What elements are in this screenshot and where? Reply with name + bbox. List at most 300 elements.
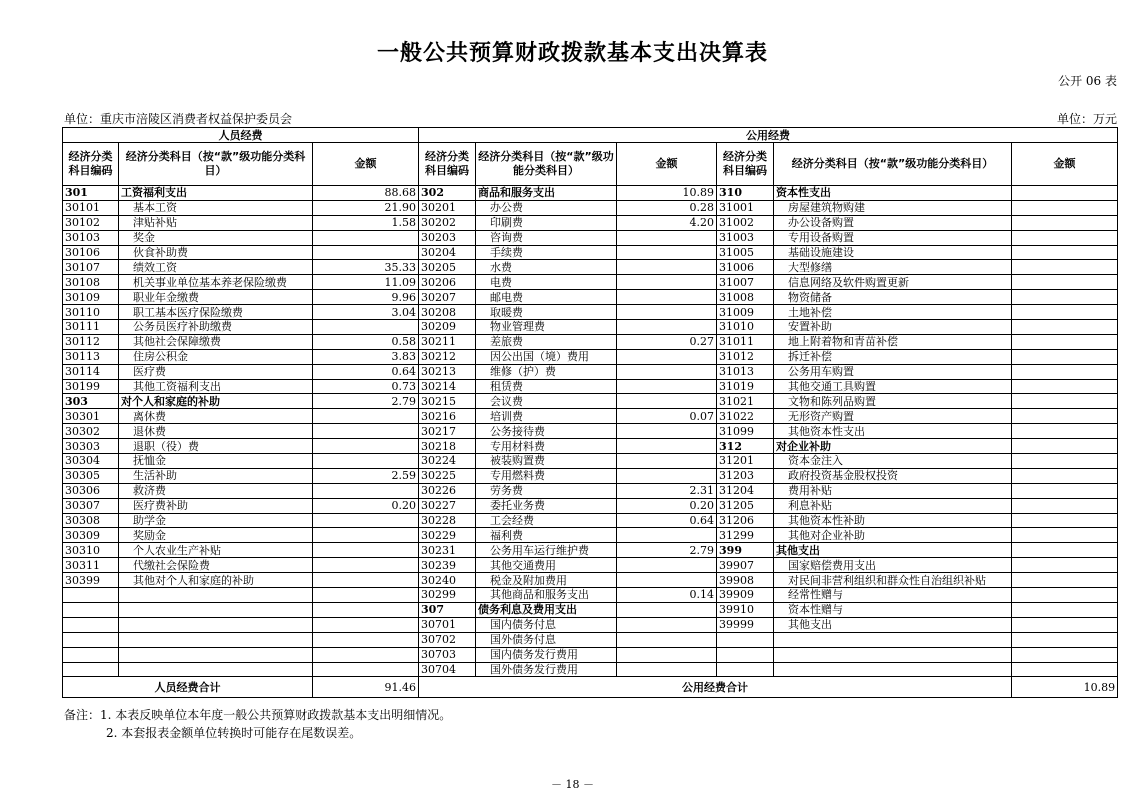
item-amount [1012,379,1118,394]
item-code: 307 [419,602,476,617]
item-code: 30107 [63,260,119,275]
item-code: 30102 [63,215,119,230]
item-code: 31206 [717,513,774,528]
item-amount: 3.83 [313,349,419,364]
item-amount [617,468,717,483]
item-amount [617,617,717,632]
item-name: 对个人和家庭的补助 [119,394,313,409]
item-name: 生活补助 [119,468,313,483]
item-name [119,617,313,632]
item-code: 30103 [63,230,119,245]
item-amount [1012,305,1118,320]
item-code: 31006 [717,260,774,275]
item-name: 国外债务付息 [476,632,617,647]
item-code: 30299 [419,588,476,603]
item-name: 奖励金 [119,528,313,543]
item-code: 30205 [419,260,476,275]
item-amount: 10.89 [617,186,717,201]
item-amount [617,260,717,275]
item-amount [617,230,717,245]
item-amount [1012,230,1118,245]
item-name: 被装购置费 [476,454,617,469]
item-code [717,647,774,662]
item-name [119,588,313,603]
item-name: 住房公积金 [119,349,313,364]
item-name: 机关事业单位基本养老保险缴费 [119,275,313,290]
table-row [63,543,1118,558]
item-code: 30399 [63,573,119,588]
item-code: 30226 [419,483,476,498]
header-name: 经济分类科目（按“款”级功能分类科目） [119,143,313,186]
item-code: 31013 [717,364,774,379]
item-name: 利息补贴 [774,498,1012,513]
item-code: 31008 [717,290,774,305]
item-amount: 1.58 [313,215,419,230]
header-name: 经济分类科目（按“款”级功能分类科目） [476,143,617,186]
item-name: 房屋建筑物购建 [774,200,1012,215]
item-code [63,602,119,617]
item-amount [617,647,717,662]
item-name: 无形资产购置 [774,409,1012,424]
item-code: 30702 [419,632,476,647]
item-name: 委托业务费 [476,498,617,513]
item-amount: 0.14 [617,588,717,603]
item-name: 职业年金缴费 [119,290,313,305]
header-code: 经济分类科目编码 [419,143,476,186]
item-code: 302 [419,186,476,201]
item-code: 31022 [717,409,774,424]
item-name: 其他交通费用 [476,558,617,573]
item-name: 基本工资 [119,200,313,215]
item-code: 30112 [63,334,119,349]
item-name: 劳务费 [476,483,617,498]
unit-measure: 单位：万元 [1056,112,1117,126]
item-name: 职工基本医疗保险缴费 [119,305,313,320]
item-name: 工资福利支出 [119,186,313,201]
item-name: 资本金注入 [774,454,1012,469]
item-name: 津贴补贴 [119,215,313,230]
item-code: 30303 [63,439,119,454]
item-code: 30703 [419,647,476,662]
table-row [63,215,1118,230]
table-row [63,513,1118,528]
item-amount [617,528,717,543]
item-code: 30231 [419,543,476,558]
item-amount: 0.20 [617,498,717,513]
item-name: 国内债务发行费用 [476,647,617,662]
header-amount: 金额 [617,143,717,186]
item-amount [1012,245,1118,260]
item-name: 安置补助 [774,320,1012,335]
item-name: 会议费 [476,394,617,409]
item-name: 其他资本性支出 [774,424,1012,439]
item-code: 39908 [717,573,774,588]
item-name: 伙食补助费 [119,245,313,260]
item-amount [1012,186,1118,201]
item-name: 印刷费 [476,215,617,230]
item-name: 物资储备 [774,290,1012,305]
item-name: 国家赔偿费用支出 [774,558,1012,573]
item-code: 30704 [419,662,476,677]
item-name: 其他工资福利支出 [119,379,313,394]
item-name: 其他交通工具购置 [774,379,1012,394]
item-amount [617,394,717,409]
public-total-value: 10.89 [1012,677,1118,698]
item-code [63,588,119,603]
item-code: 31012 [717,349,774,364]
item-name: 办公费 [476,200,617,215]
item-amount [1012,528,1118,543]
item-amount [313,647,419,662]
item-amount [1012,394,1118,409]
item-amount [313,662,419,677]
table-row [63,290,1118,305]
item-code [717,632,774,647]
item-amount [617,364,717,379]
table-row [63,364,1118,379]
item-amount [1012,647,1118,662]
item-code: 31019 [717,379,774,394]
item-code: 30201 [419,200,476,215]
item-amount [1012,364,1118,379]
item-code: 30309 [63,528,119,543]
item-amount [313,230,419,245]
table-row [63,588,1118,603]
item-code: 30216 [419,409,476,424]
item-code: 30304 [63,454,119,469]
item-amount [313,528,419,543]
item-name: 大型修缮 [774,260,1012,275]
item-code: 30240 [419,573,476,588]
item-code: 30209 [419,320,476,335]
item-code: 31005 [717,245,774,260]
page-title: 一般公共预算财政拨款基本支出决算表 [376,40,768,66]
item-name: 土地补偿 [774,305,1012,320]
item-name: 债务利息及费用支出 [476,602,617,617]
table-row [63,186,1118,201]
notes [64,706,451,742]
item-amount [617,632,717,647]
header-name: 经济分类科目（按“款”级功能分类科目） [774,143,1012,186]
item-code: 31021 [717,394,774,409]
item-amount [1012,498,1118,513]
item-amount [1012,439,1118,454]
item-amount [617,275,717,290]
item-name: 信息网络及软件购置更新 [774,275,1012,290]
item-amount [617,320,717,335]
item-amount [617,439,717,454]
item-name: 其他对企业补助 [774,528,1012,543]
item-name: 绩效工资 [119,260,313,275]
item-amount [1012,275,1118,290]
item-name: 租赁费 [476,379,617,394]
item-amount [1012,543,1118,558]
item-code: 399 [717,543,774,558]
item-name [119,647,313,662]
item-name: 商品和服务支出 [476,186,617,201]
item-amount [313,632,419,647]
item-name: 经常性赠与 [774,588,1012,603]
table-row [63,394,1118,409]
item-name: 退休费 [119,424,313,439]
item-name: 救济费 [119,483,313,498]
table-row [63,439,1118,454]
item-name: 电费 [476,275,617,290]
table-row [63,647,1118,662]
item-amount [617,454,717,469]
item-name: 水费 [476,260,617,275]
item-amount [617,379,717,394]
item-name: 资本性赠与 [774,602,1012,617]
table-row [63,320,1118,335]
item-name: 代缴社会保险费 [119,558,313,573]
item-amount [1012,513,1118,528]
item-name: 税金及附加费用 [476,573,617,588]
item-amount [617,662,717,677]
item-code: 303 [63,394,119,409]
item-code: 30113 [63,349,119,364]
page-number: － 18 － [551,778,594,791]
item-name [774,662,1012,677]
item-amount [313,602,419,617]
item-name: 维修（护）费 [476,364,617,379]
item-code: 30109 [63,290,119,305]
item-name: 抚恤金 [119,454,313,469]
item-name [774,632,1012,647]
table-row [63,275,1118,290]
item-code: 39999 [717,617,774,632]
item-code [63,662,119,677]
item-name [119,632,313,647]
header-code: 经济分类科目编码 [717,143,774,186]
public-total-label: 公用经费合计 [419,677,1012,698]
item-amount [313,409,419,424]
item-code: 30218 [419,439,476,454]
item-code: 31002 [717,215,774,230]
table-row [63,558,1118,573]
item-name: 对企业补助 [774,439,1012,454]
item-amount [313,245,419,260]
header-code: 经济分类科目编码 [63,143,119,186]
item-amount [313,439,419,454]
item-code: 30211 [419,334,476,349]
item-amount: 0.27 [617,334,717,349]
item-code: 30108 [63,275,119,290]
item-name: 个人农业生产补贴 [119,543,313,558]
item-code: 30302 [63,424,119,439]
item-name: 专用燃料费 [476,468,617,483]
note-2: 2. 本套报表金额单位转换时可能存在尾数误差。 [106,726,362,740]
item-code: 30203 [419,230,476,245]
item-name: 其他支出 [774,617,1012,632]
totals-row [63,677,1118,698]
item-name: 基础设施建设 [774,245,1012,260]
item-name: 其他资本性补助 [774,513,1012,528]
item-amount [617,305,717,320]
item-amount [1012,468,1118,483]
item-code: 31099 [717,424,774,439]
item-amount [313,320,419,335]
table-row [63,200,1118,215]
item-name: 其他商品和服务支出 [476,588,617,603]
item-amount: 2.79 [617,543,717,558]
item-name: 费用补贴 [774,483,1012,498]
item-name: 福利费 [476,528,617,543]
item-amount: 0.58 [313,334,419,349]
table-row [63,305,1118,320]
item-name: 助学金 [119,513,313,528]
item-code: 30227 [419,498,476,513]
table-row [63,424,1118,439]
item-code [63,617,119,632]
item-amount [1012,349,1118,364]
table-row [63,528,1118,543]
table-row [63,632,1118,647]
item-name: 文物和陈列品购置 [774,394,1012,409]
item-name: 国内债务付息 [476,617,617,632]
item-code: 39907 [717,558,774,573]
item-amount [313,543,419,558]
item-code: 31203 [717,468,774,483]
item-code: 30301 [63,409,119,424]
item-amount [313,617,419,632]
item-name: 咨询费 [476,230,617,245]
item-name: 公务接待费 [476,424,617,439]
item-code: 30111 [63,320,119,335]
item-amount [1012,558,1118,573]
item-code: 30228 [419,513,476,528]
item-code: 30207 [419,290,476,305]
table-row [63,379,1118,394]
item-code: 30199 [63,379,119,394]
item-code: 30308 [63,513,119,528]
table-row [63,617,1118,632]
item-code: 31010 [717,320,774,335]
header-amount: 金额 [313,143,419,186]
item-code: 310 [717,186,774,201]
item-name: 医疗费 [119,364,313,379]
item-code: 39909 [717,588,774,603]
item-name: 专用设备购置 [774,230,1012,245]
item-name: 国外债务发行费用 [476,662,617,677]
item-name: 办公设备购置 [774,215,1012,230]
item-code: 39910 [717,602,774,617]
item-amount [1012,632,1118,647]
item-code: 31001 [717,200,774,215]
item-name: 医疗费补助 [119,498,313,513]
expenditure-table [62,127,1118,698]
item-name: 对民间非营利组织和群众性自治组织补贴 [774,573,1012,588]
header-amount: 金额 [1012,143,1118,186]
group-personnel: 人员经费 [63,128,419,143]
table-row [63,454,1118,469]
item-name: 公务员医疗补助缴费 [119,320,313,335]
item-code: 31009 [717,305,774,320]
item-name: 拆迁补偿 [774,349,1012,364]
item-amount [617,602,717,617]
item-amount [617,290,717,305]
item-amount: 0.73 [313,379,419,394]
table-row [63,245,1118,260]
item-name: 其他社会保障缴费 [119,334,313,349]
item-amount: 0.07 [617,409,717,424]
item-amount [1012,409,1118,424]
item-name: 公务用车运行维护费 [476,543,617,558]
item-code: 301 [63,186,119,201]
item-amount [313,513,419,528]
item-code: 30212 [419,349,476,364]
item-code: 30208 [419,305,476,320]
item-code: 30202 [419,215,476,230]
table-row [63,468,1118,483]
item-amount [617,558,717,573]
item-name: 地上附着物和青苗补偿 [774,334,1012,349]
item-name: 专用材料费 [476,439,617,454]
item-amount [313,454,419,469]
personnel-total-value: 91.46 [313,677,419,698]
table-row [63,498,1118,513]
item-code: 30229 [419,528,476,543]
item-code [63,647,119,662]
item-name: 其他对个人和家庭的补助 [119,573,313,588]
item-amount: 2.31 [617,483,717,498]
header-row [63,143,1118,186]
item-code: 31204 [717,483,774,498]
item-code: 30311 [63,558,119,573]
item-amount [1012,200,1118,215]
item-amount: 4.20 [617,215,717,230]
item-name: 培训费 [476,409,617,424]
item-amount [1012,483,1118,498]
item-code: 30204 [419,245,476,260]
item-amount [1012,662,1118,677]
item-amount: 0.20 [313,498,419,513]
item-name: 差旅费 [476,334,617,349]
item-code: 30106 [63,245,119,260]
item-name: 取暖费 [476,305,617,320]
item-code [63,632,119,647]
item-code: 30239 [419,558,476,573]
item-code: 30215 [419,394,476,409]
item-name: 政府投资基金股权投资 [774,468,1012,483]
item-code: 30306 [63,483,119,498]
table-row [63,230,1118,245]
item-amount [313,588,419,603]
item-code: 30213 [419,364,476,379]
item-name: 资本性支出 [774,186,1012,201]
table-row [63,260,1118,275]
item-code: 31007 [717,275,774,290]
personnel-total-label: 人员经费合计 [63,677,313,698]
table-row [63,334,1118,349]
item-amount [617,424,717,439]
unit-name: 单位：重庆市涪陵区消费者权益保护委员会 [64,112,293,126]
note-1: 备注：1. 本表反映单位本年度一般公共预算财政拨款基本支出明细情况。 [64,708,452,722]
item-name: 奖金 [119,230,313,245]
item-code: 31003 [717,230,774,245]
table-code: 公开 06 表 [1058,74,1117,88]
item-code: 30701 [419,617,476,632]
item-amount [1012,573,1118,588]
item-amount [1012,334,1118,349]
item-amount [1012,290,1118,305]
item-amount: 88.68 [313,186,419,201]
item-amount [313,424,419,439]
item-amount: 0.64 [313,364,419,379]
item-code: 31201 [717,454,774,469]
item-amount [1012,617,1118,632]
table-row [63,349,1118,364]
